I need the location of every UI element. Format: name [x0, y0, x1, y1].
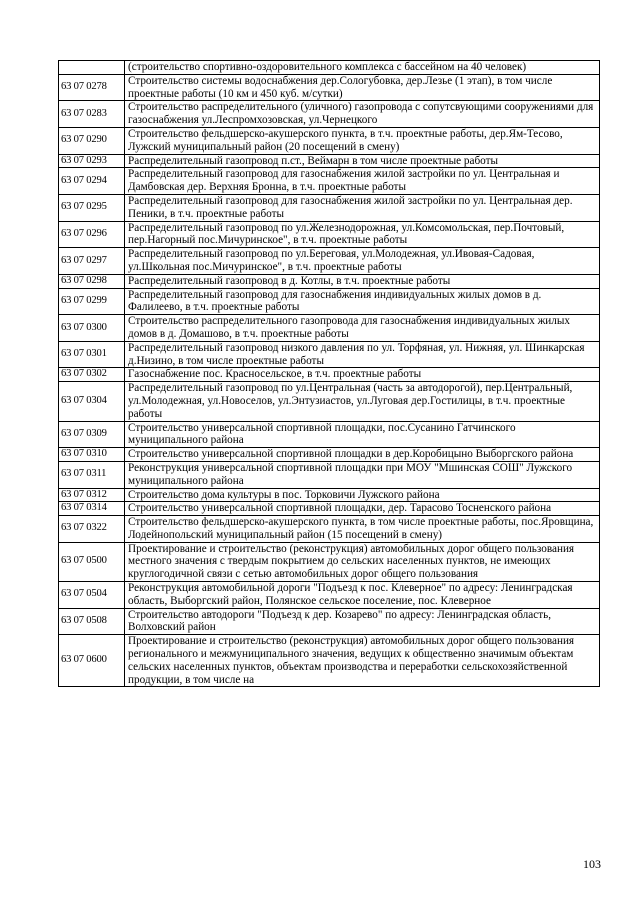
row-description: Распределительный газопровод в д. Котлы, в т.ч. проектные работы [125, 274, 600, 288]
row-code: 63 07 0300 [59, 315, 125, 342]
row-description: Газоснабжение пос. Красносельское, в т.ч. проектные работы [125, 368, 600, 382]
row-description: Реконструкция автомобильной дороги "Подъезд к пос. Клеверное" по адресу: Ленинградская область, Выборгский район, Полянское сельское поселение, пос. Клеверное [125, 582, 600, 609]
table-row [59, 274, 600, 288]
table-row [59, 421, 600, 448]
row-code: 63 07 0310 [59, 448, 125, 462]
row-code: 63 07 0314 [59, 502, 125, 516]
table-row [59, 382, 600, 421]
budget-table [58, 60, 600, 687]
table-row [59, 608, 600, 635]
table-row [59, 127, 600, 154]
row-code: 63 07 0504 [59, 582, 125, 609]
row-code: 63 07 0283 [59, 101, 125, 128]
row-description: Строительство универсальной спортивной площадки в дер.Коробицыно Выборгского района [125, 448, 600, 462]
table-row [59, 542, 600, 581]
table-row [59, 635, 600, 687]
row-code: 63 07 0311 [59, 461, 125, 488]
table-row [59, 168, 600, 195]
row-code: 63 07 0312 [59, 488, 125, 502]
table-row [59, 101, 600, 128]
row-description: Строительство универсальной спортивной площадки, пос.Сусанино Гатчинского муниципального района [125, 421, 600, 448]
row-description: Распределительный газопровод для газоснабжения жилой застройки по ул. Центральная дер. Пеники, в т.ч. проектные работы [125, 194, 600, 221]
row-description: (строительство спортивно-оздоровительного комплекса с бассейном на 40 человек) [125, 61, 600, 75]
row-code: 63 07 0299 [59, 288, 125, 315]
row-description: Распределительный газопровод по ул.Железнодорожная, ул.Комсомольская, пер.Почтовый, пер.Нагорный пос.Мичуринское", в т.ч. проектные работы [125, 221, 600, 248]
table-row [59, 194, 600, 221]
row-code: 63 07 0508 [59, 608, 125, 635]
row-code: 63 07 0302 [59, 368, 125, 382]
row-code: 63 07 0296 [59, 221, 125, 248]
table-row [59, 341, 600, 368]
row-code: 63 07 0600 [59, 635, 125, 687]
row-code: 63 07 0294 [59, 168, 125, 195]
row-code: 63 07 0293 [59, 154, 125, 168]
table-row [59, 502, 600, 516]
row-code: 63 07 0290 [59, 127, 125, 154]
row-description: Распределительный газопровод для газоснабжения жилой застройки по ул. Центральная и Дамбовская дер. Верхняя Бронна, в т.ч. проектные работы [125, 168, 600, 195]
table-row [59, 448, 600, 462]
table-row [59, 315, 600, 342]
row-code: 63 07 0309 [59, 421, 125, 448]
row-description: Строительство универсальной спортивной площадки, дер. Тарасово Тосненского района [125, 502, 600, 516]
row-description: Распределительный газопровод по ул.Центральная (часть за автодорогой), пер.Центральный, ул.Молодежная, ул.Новоселов, ул.Энтузиастов, ул.Луговая дер.Гостилицы, в т.ч. проектные работы [125, 382, 600, 421]
row-description: Строительство фельдшерско-акушерского пункта, в том числе проектные работы, пос.Яровщина, Лодейнопольский муниципальный район (15 посещений в смену) [125, 516, 600, 543]
row-code: 63 07 0278 [59, 74, 125, 101]
table-row [59, 154, 600, 168]
page-number: 103 [583, 857, 601, 871]
table-row [59, 288, 600, 315]
row-description: Проектирование и строительство (реконструкция) автомобильных дорог общего пользования местного значения с твердым покрытием до сельских населенных пунктов, не имеющих круглогодичной связи с сетью автомобильных дорог общего пользования [125, 542, 600, 581]
table-body [59, 61, 600, 687]
row-description: Строительство распределительного (уличного) газопровода с сопутсвующими сооружениями для газоснабжения ул.Леспромхозовская, ул.Чернецкого [125, 101, 600, 128]
table-row [59, 74, 600, 101]
table-row [59, 221, 600, 248]
row-code: 63 07 0297 [59, 248, 125, 275]
row-code: 63 07 0298 [59, 274, 125, 288]
row-code: 63 07 0304 [59, 382, 125, 421]
row-code: 63 07 0295 [59, 194, 125, 221]
row-code [59, 61, 125, 75]
table-row [59, 488, 600, 502]
row-description: Распределительный газопровод низкого давления по ул. Торфяная, ул. Нижняя, ул. Шинкарская д.Низино, в том числе проектные работы [125, 341, 600, 368]
row-description: Распределительный газопровод п.ст., Веймарн в том числе проектные работы [125, 154, 600, 168]
row-description: Проектирование и строительство (реконструкция) автомобильных дорог общего пользования регионального и межмуниципального значения, ведущих к общественно значимым объектам сельских населенных пунктов, объектам производства и переработки сельскохозяйственной продукции, в том числе на [125, 635, 600, 687]
table-row [59, 516, 600, 543]
table-row [59, 248, 600, 275]
table-row [59, 582, 600, 609]
row-description: Строительство распределительного газопровода для газоснабжения индивидуальных жилых домов в д. Домашово, в т.ч. проектные работы [125, 315, 600, 342]
row-code: 63 07 0322 [59, 516, 125, 543]
row-description: Распределительный газопровод для газоснабжения индивидуальных жилых домов в д. Фалилеево, в т.ч. проектные работы [125, 288, 600, 315]
row-code: 63 07 0301 [59, 341, 125, 368]
table-row [59, 461, 600, 488]
row-description: Реконструкция универсальной спортивной площадки при МОУ "Мшинская СОШ" Лужского муниципального района [125, 461, 600, 488]
row-description: Строительство дома культуры в пос. Торковичи Лужского района [125, 488, 600, 502]
table-row [59, 368, 600, 382]
row-description: Распределительный газопровод по ул.Береговая, ул.Молодежная, ул.Ивовая-Садовая, ул.Школьная пос.Мичуринское", в т.ч. проектные работы [125, 248, 600, 275]
row-description: Строительство системы водоснабжения дер.Сологубовка, дер.Лезье (1 этап), в том числе проектные работы (10 км и 450 куб. м/сутки) [125, 74, 600, 101]
row-description: Строительство автодороги "Подъезд к дер. Козарево" по адресу: Ленинградская область, Волховский район [125, 608, 600, 635]
row-description: Строительство фельдшерско-акушерского пункта, в т.ч. проектные работы, дер.Ям-Тесово, Лужский муниципальный район (20 посещений в смену) [125, 127, 600, 154]
table-row [59, 61, 600, 75]
row-code: 63 07 0500 [59, 542, 125, 581]
